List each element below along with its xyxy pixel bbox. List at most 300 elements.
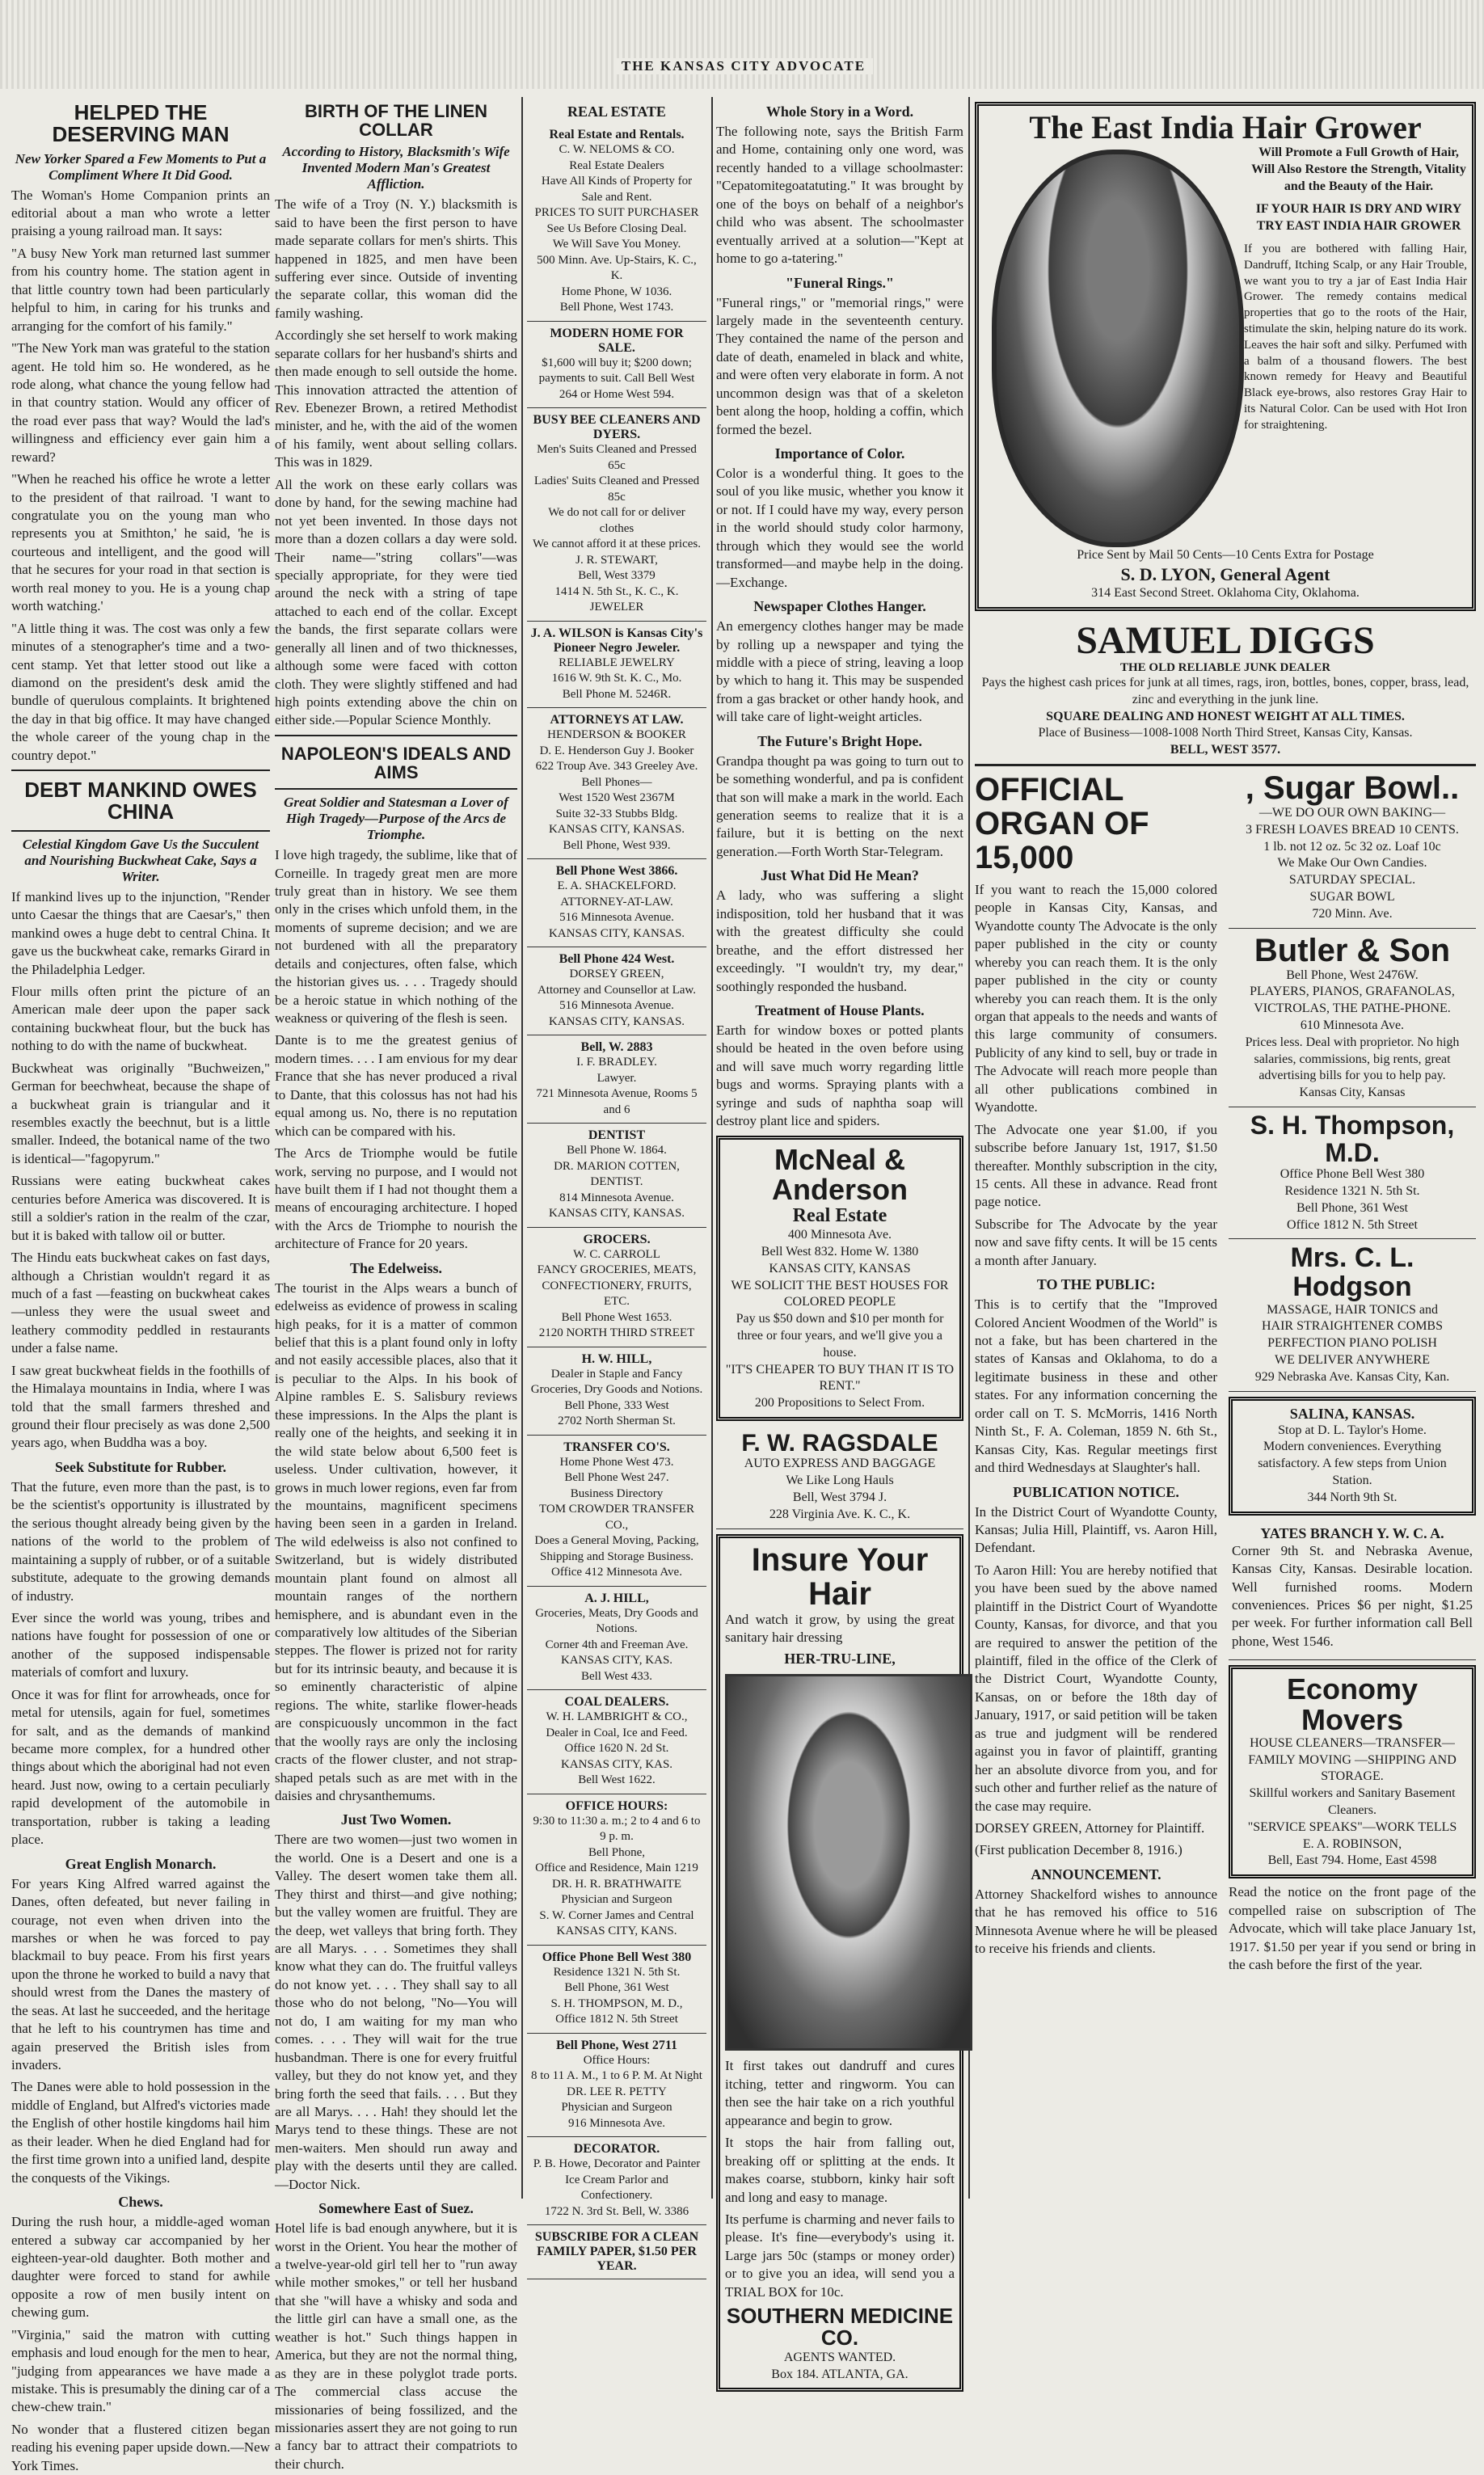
column-2 [275,97,517,2472]
ad-text: Will Promote a Full Growth of Hair, Will Also Restore the Strength, Vitality and the Beauty of the Hair. [1251,145,1466,193]
paragraph: The tourist in the Alps wears a bunch of edelweiss as evidence of prowess in scaling high peaks, for it is a matter of common belief that this is a plant found only in lofty and not easily accessible places, also that it is peculiar to the Alps. In his book of Alpine rambles E. S. Salisbury reviews these impressions. In the Alps the plant is really one of the heights, and seeking it in the wild state below about 6,500 feet is useless. Under cultivation, however, it grows in much lower regions, even far from the mountains, magnificent specimens having been seen in a garden in Ireland. The wild edelweiss is also not confined to Switzerland, but is widely distributed mountain plant found on almost all mountain ranges of the northern hemisphere, and is abundant even in the comparatively low altitudes of the Siberian steppes. The flower is prized not for rarity but for its intrinsic beauty, and because it is so eminently characteristic of alpine regions. The white, starlike flower-heads are conspicuously uncommon in the fact that the woolly rays are only the inclosing cracts of the flower cluster, and not strap-shaped petals such as are met with in the daisies and chrysanthemums. [275,1280,517,1803]
ad-text: IF YOUR HAIR IS DRY AND WIRY TRY EAST INDIA HAIR GROWER [1255,202,1462,234]
directory-listing [527,1035,706,1124]
listing-line: 721 Minnesota Avenue, Rooms 5 and 6 [536,1087,698,1116]
section-heading: REAL ESTATE [567,103,666,120]
woman-portrait-image [992,150,1244,547]
listing-line: ATTORNEYS AT LAW. [550,713,684,727]
listing-line: S. W. Corner James and Central [539,1908,694,1922]
company-address: Box 184. ATLANTA, GA. [771,2367,909,2381]
paragraph: That the future, even more than the past, is to be the scientist's opportunity is illustrated by the serious thought already being given by the nations of the world to the problem of maintaining a supply of rubber, or of a suitable substitute, adequate to the growing demands of industry. [11,1478,270,1604]
ad-lines [1232,805,1473,923]
ad-title: McNeal & Anderson [771,1142,908,1207]
listing-line: DORSEY GREEN, [569,968,664,980]
ad-lines [725,1227,955,1412]
ad-lines [1232,1302,1473,1386]
listing-line: MODERN HOME FOR SALE. [550,326,684,355]
ad-line: 720 Minn. Ave. [1312,906,1393,921]
article-title: Treatment of House Plants. [755,1001,925,1018]
ad-line: Kansas City, Kansas [1299,1086,1406,1100]
article-title: Just Two Women. [340,1811,452,1828]
paragraph: "Funeral rings," or "memorial rings," were largely made in the seventeenth century. They contained the name of the person and date of death, enameled in black and white, and were often very elaborate in form. A not uncommon design was that of a skeleton bent along the hoop, holding a coffin, which formed the bezel. [716,294,963,437]
paragraph: I love high tragedy, the sublime, like that of Corneille. In tragedy great men are more truly great than in history. We see them only in the crises which unfold them, in the moments of supreme decision; and we are not burdened with all the preparatory details and conjectures, often false, which the historian gives us. . . . Tragedy should be a heroic statue in which nothing of the weakness or quivering of the flesh is seen. [275,847,517,1026]
paragraph: If you want to reach the 15,000 colored people in Kansas City, Kansas, and Wyandotte county The Advocate is the only paper published in the city or county whereby you can reach them. It is the only paper published in the city or county whereby you can reach them. It is the only organ that appeals to the needs and wants of this large community of consumers. Publicity of any kind to sell, buy or trade in The Advocate will reach more people than all other publications combined in Wyandotte. [975,881,1217,1115]
paragraph: If mankind lives up to the injunction, "Render unto Caesar the things that are Caesar's," then mankind owes a huge debt to central China. It gave us the buckwheat cake, remarks Girard in the Philadelphia Ledger. [11,888,270,977]
paragraph: Dante is to me the greatest genius of modern times. . . . I am envious for my dear France that she has never produced a rival to Dante, that this colossus has not had his equal among us. No, there is no reputation which can be compared with his. [275,1032,517,1139]
agent-address: 314 East Second Street. Oklahoma City, Oklahoma. [1091,585,1360,600]
ad-line: PLAYERS, PIANOS, GRAFANOLAS, VICTROLAS, THE PATHE-PHONE. [1250,985,1455,1016]
listing-line: Bell Phone, West 1743. [559,301,674,314]
listing-line: Office 412 Minnesota Ave. [551,1566,682,1579]
ad-line: Office Phone Bell West 380 [1280,1167,1425,1182]
listing-line: Bell West 433. [580,1669,653,1683]
ad-line: SUGAR BOWL [1309,889,1395,904]
ad-text: Pays the highest cash prices for junk at all times, rags, iron, bottles, bones, copper, brass, lead, zinc and everything in the junk line. [981,675,1469,706]
paragraph: The Advocate one year $1.00, if you subscribe before January 1st, 1917, $1.50 thereafter. Monthly subscription in the city, 15 cents. All these in advance. Read front page notice. [975,1121,1217,1210]
paragraph: There are two women—just two women in the world. One is a Desert and one is a Valley. The desert women take them all. They thirst and thirst—and give nothing; but the valley women are fruitful. They are the deep, wet valleys that bring forth. They are all Marys. . . . Sometimes they shall know what they can do. The fruitful valleys do not know yet. . . . They shall say to all those who do not belong, "No—You will not do, I am waiting for my man who comes. . . . They will wait for the true husbandman. There is one for every fruitful valley, but they do not know yet, and they bring forth the seed that fails. . . . But they are all Marys. . . . Hah! they should let the Marys tend to these things. These are not men-waiters. Men should run away and play with the deserts until they are called.—Doctor Nick. [275,1832,517,2192]
directory-listing [527,1124,706,1228]
listing-line: KANSAS CITY, KAS. [560,1654,673,1667]
directory-listing [527,408,706,622]
directory-listing [527,1436,706,1587]
listing-line: SUBSCRIBE FOR A CLEAN FAMILY PAPER, $1.50 PER YEAR. [534,2230,699,2273]
listing-line: PRICES TO SUIT PURCHASER [534,206,699,219]
ragsdale-ad [716,1426,963,1529]
paragraph: A lady, who was suffering a slight indisposition, told her husband that it was with the greatest difficulty she could breathe, and the effort distressed her exceedingly. "I wouldn't try, my dear," soothingly responded the husband. [716,888,963,994]
paragraph: The Arcs de Triomphe would be futile work, serving no purpose, and I would not have built them if I had not thought them a means of encouraging architecture. I hoped with the Arcs de Triomphe to nourish the architecture of France for 20 years. [275,1145,517,1252]
article-title: DEBT MANKIND OWES CHINA [24,778,257,824]
business-directory [527,123,706,2279]
listing-line: Bell Phone, 361 West [564,1981,669,1994]
listing-line: W. C. CARROLL [573,1247,660,1261]
ad-title: Butler & Son [1254,932,1451,968]
ad-text: It stops the hair from falling out, breaking off or splitting at the ends. It makes coarse, stubborn, kinky hair soft and long and easy to manage. [725,2135,955,2205]
paragraph: An emergency clothes hanger may be made by rolling up a newspaper and tying the middle with a piece of string, leaving a loop by which to hang it. This may be suspended from a gas bracket or other handy hook, and will take care of light-weight articles. [716,618,963,725]
listing-line: Men's Suits Cleaned and Pressed 65c [537,443,697,472]
ad-line: Prices less. Deal with proprietor. No high salaries, commissions, big rents, great advertising bills for you to help pay. [1245,1035,1460,1083]
listing-line: Corner 4th and Freeman Ave. [545,1638,689,1651]
listing-line: DR. MARION COTTEN, [554,1159,680,1173]
ad-title: The East India Hair Grower [1029,109,1422,145]
article-title: HELPED THE DESERVING MAN [52,100,230,147]
paragraph: During the rush hour, a middle-aged woman entered a subway car accompanied by her eighteen-year-old daughter. Both mother and daughter were forced to stand for awhile opposite a row of men busily intent on chewing gum. [11,2214,270,2321]
listing-line: D. E. Henderson Guy J. Booker [539,744,694,757]
listing-line: West 1520 West 2367M [559,791,675,804]
listing-line: 516 Minnesota Avenue. [559,999,674,1012]
ad-title: SALINA, KANSAS. [1289,1405,1415,1422]
paragraph: In the District Court of Wyandotte County, Kansas; Julia Hill, Plaintiff, vs. Aaron Hill, Defendant. [975,1503,1217,1556]
column-rule [711,97,713,2199]
ad-line: Stop at D. L. Taylor's Home. [1278,1423,1427,1437]
paragraph: For years King Alfred warred against the Danes, often defeated, but never failing in courage, not even when driven into the marshes or when he was forced to pay blackmail to buy peace. From his first years upon the throne he worked to build a navy that should wrest from the Danes the mastery of the seas. At last he succeeded, and the heritage that he left to his countrymen has time and again preserved the British isles from invaders. [11,1875,270,2072]
listing-line: 1616 W. 9th St. K. C., Mo. [551,672,682,685]
listing-line: RELIABLE JEWELRY [559,656,675,669]
masthead [0,0,1484,89]
ad-line: We Like Long Hauls [786,1474,894,1488]
listing-line: Bell Phones— [581,775,652,789]
ad-line: PERFECTION PIANO POLISH [1267,1336,1437,1351]
column-5-left [975,766,1217,1978]
column-4 [716,97,963,2381]
paragraph: To Aaron Hill: You are hereby notified that you have been sued by the above named plaintiff in the District Court of Wyandotte County, Kansas, for divorce, and that you are required to answer the petition of the plaintiff, filed in the office of the Clerk of the District Court, Wyandotte County, Kansas, on or before the 18th day of January, 1917, or said petition will be taken as true and judgment will be rendered against you in favor of plaintiff, granting her an absolute divorce from you, and for such other and further relief as the nature of the case may require. [975,1562,1217,1814]
ad-line: 228 Virginia Ave. K. C., K. [769,1507,911,1521]
paragraph: Subscribe for The Advocate by the year now and save fifty cents. It will be 15 cents a month after January. [975,1216,1217,1268]
directory-listing [527,123,706,322]
ad-text: SQUARE DEALING AND HONEST WEIGHT AT ALL TIMES. [1046,709,1405,723]
listing-line: JEWELER [589,601,644,613]
ad-title: SAMUEL DIGGS [1076,618,1375,662]
listing-line: Ladies' Suits Cleaned and Pressed 85c [533,474,700,504]
listing-line: TRANSFER CO'S. [563,1440,670,1454]
ad-line: HOUSE CLEANERS—TRANSFER—FAMILY MOVING —SHIPPING AND STORAGE. [1248,1735,1457,1784]
column-3-directory [527,97,706,2273]
listing-line: COAL DEALERS. [564,1695,669,1709]
ad-line: AUTO EXPRESS AND BAGGAGE [744,1457,936,1471]
ad-text: Corner 9th St. and Nebraska Avenue, Kansas City, Kansas. Desirable location. Well furnished rooms. Modern conveniences. Prices $6 per night, $1.25 per week. For further information call Bell phone, West 1546. [1232,1542,1473,1649]
directory-listing [527,1946,706,2034]
listing-line: DR. H. R. BRATHWAITE [552,1877,681,1891]
listing-line: DENTIST. [590,1175,643,1188]
listing-line: ATTORNEY-AT-LAW. [560,895,673,909]
listing-line: Office 1620 N. 2d St. [564,1742,669,1755]
paragraph: I saw great buckwheat fields in the foothills of the Himalaya mountains in India, where I was told that the small farmers threshed and ground their flour precisely as was done 2,500 years ago, when Buddha was a boy. [11,1362,270,1451]
ad-line: 610 Minnesota Ave. [1300,1018,1405,1032]
paragraph: No wonder that a flustered citizen began reading his evening paper upside down.—New York Times. [11,2421,270,2473]
listing-line: P. B. Howe, Decorator and Painter [533,2157,701,2170]
directory-listing [527,1228,706,1347]
listing-line: Dealer in Staple and Fancy Groceries, Dry Goods and Notions. [530,1367,703,1396]
listing-line: DR. LEE R. PETTY [567,2085,667,2098]
ad-phone: BELL, WEST 3577. [1170,743,1281,757]
mcneal-anderson-ad [716,1136,963,1421]
paragraph: The Woman's Home Companion prints an editorial about a man who wrote a letter praising a young railroad man. It says: [11,187,270,239]
ad-line: WE DELIVER ANYWHERE [1275,1353,1430,1368]
listing-line: Bell, W. 2883 [580,1040,653,1054]
listing-line: Office 1812 N. 5th Street [555,2013,678,2026]
article-title: Importance of Color. [774,445,905,462]
ad-lines [1237,1423,1467,1507]
listing-line: Bell Phone, West 939. [563,838,671,852]
ad-line: Bell Phone, West 2476W. [1286,968,1419,982]
article-title: Great English Monarch. [65,1855,217,1872]
listing-line: Suite 32-33 Stubbs Bldg. [555,807,678,820]
listing-line: Physician and Surgeon [561,1893,672,1906]
article-subtitle: Great Soldier and Statesman a Lover of High Tragedy—Purpose of the Arcs de Triomphe. [284,795,508,843]
ad-line: Bell, West 3794 J. [792,1490,887,1505]
company-name: SOUTHERN MEDICINE CO. [726,2304,954,2351]
listing-line: Have All Kinds of Property for Sale and Rent. [541,175,693,204]
listing-line: Residence 1321 N. 5th St. [553,1965,681,1979]
directory-listing [527,1690,706,1794]
directory-listing [527,2034,706,2138]
listing-line: Business Directory [570,1486,664,1500]
article-title: BIRTH OF THE LINEN COLLAR [304,101,488,141]
listing-line: BUSY BEE CLEANERS AND DYERS. [533,413,701,441]
ad-title: Mrs. C. L. Hodgson [1290,1242,1414,1302]
listing-line: Groceries, Meats, Dry Goods and Notions. [535,1606,698,1635]
ad-line: E. A. ROBINSON, [1302,1836,1402,1851]
ad-title: YATES BRANCH Y. W. C. A. [1260,1524,1444,1541]
woman-portrait-image [725,1674,972,2051]
article-title: Just What Did He Mean? [761,867,919,884]
listing-line: J. A. WILSON is Kansas City's Pioneer Negro Jeweler. [530,626,703,655]
thompson-ad [1229,1107,1476,1239]
paragraph: Buckwheat was originally "Buchweizen," German for beechwheat, because the shape of a buckwheat grain is triangular and it resembles exactly the beechnut, but is a little smaller. Indeed, the botanical name of the two is identical—"fagopyrum." [11,1060,270,1166]
notice-signature: DORSEY GREEN, Attorney for Plaintiff. [975,1819,1205,1836]
listing-line: Physician and Surgeon [561,2101,672,2114]
paragraph: Russians were eating buckwheat cakes centuries before America was discovered. It is still a soldier's ration in the realm of the czar, but it is baked with tallow oil or butter. [11,1173,270,1243]
ad-text: Place of Business—1008-1008 North Third Street, Kansas City, Kansas. [1038,726,1413,740]
paragraph: "A busy New York man returned last summer from his country home. The station agent in that little country town had been particularly helpful to him, in caring for his trunks and arranging for the comfort of his family." [11,245,270,334]
listing-line: Lawyer. [597,1071,637,1085]
listing-line: DENTIST [588,1128,646,1142]
article-title: NAPOLEON'S IDEALS AND AIMS [280,743,512,782]
paragraph: Attorney Shackelford wishes to announce that he has removed his office to 516 Minnesota Avenue where he will be pleased to receive his friends and clients. [975,1886,1217,1957]
listing-line: J. R. STEWART, [575,553,658,567]
listing-line: 8 to 11 A. M., 1 to 6 P. M. At Night [531,2069,702,2082]
listing-line: Bell Phone, 333 West [564,1398,669,1412]
paragraph: Hotel life is bad enough anywhere, but it is worst in the Orient. You hear the mother of a twelve-year-old girl tell her to "run away while mother smokes," or tell her husband that she "will have a whisky and soda and the little girl can have a small one, as the weather is hot." Such things happen in America, but they are not the normal thing, as they are in these polyglot trade ports. The commercial class accuse the missionaries of being fossilized, and the missionaries assert they are not going to run a fancy bar to attract their compatriots to their church. [275,2220,517,2472]
listing-line: 2702 North Sherman St. [558,1415,676,1427]
product-name: HER-TRU-LINE, [784,1651,896,1668]
listing-line: Bell, West 3379 [578,569,656,582]
ad-text: If you are bothered with falling Hair, Dandruff, Itching Scalp, or any Hair Trouble, we want you to try a jar of East India Hair Grower. The remedy contains medical properties that go to the roots of the Hair, stimulate the skin, helping nature do its work. Leaves the hair soft and silky. Perfumed with a balm of a thousand flowers. The best known remedy for Heavy and Beautiful Black eye-brows, also restores Gray Hair to its Natural Color. Can be used with Hot Iron for straightening. [1244,242,1467,432]
listing-line: 9:30 to 11:30 a. m.; 2 to 4 and 6 to 9 p. m. [533,1814,701,1843]
ad-line: Skillful workers and Sanitary Basement Cleaners. [1249,1786,1456,1818]
paragraph: The wife of a Troy (N. Y.) blacksmith is said to have been the first person to have made separate collars for men's shirts. This happened in 1825, and men have been suffering ever since. Outside of inventing the separate collar, this woman did the family washing. [275,196,517,321]
ad-text: Its perfume is charming and never fails to please. It's fine—everybody's using it. Large jars 50c (stamps or money order) or to give you an idea, will send you a TRIAL BOX for 10c. [725,2211,955,2300]
listing-line: Bell Phone, West 2711 [556,2038,677,2052]
column-1 [11,97,270,2473]
official-organ-title: OFFICIAL ORGAN OF 15,000 [975,771,1149,875]
paragraph: "A little thing it was. The cost was only a few minutes of a stenographer's time and a two-cent stamp. Yet that letter stood out like a diamond on the president's desk amid the bundle of querulous complaints. It brightened the day in that big office. It may have changed the whole career of the young chap in the country depot." [11,620,270,763]
listing-line: KANSAS CITY, KANSAS. [548,926,685,940]
article-subtitle: New Yorker Spared a Few Moments to Put a Compliment Where It Did Good. [15,150,267,183]
listing-line: 814 Minnesota Avenue. [559,1191,674,1204]
directory-listing [527,708,706,859]
article-subtitle: According to History, Blacksmith's Wife Invented Modern Man's Greatest Affliction. [282,144,510,192]
article-title: TO THE PUBLIC: [1036,1276,1156,1293]
listing-line: Bell West 1622. [578,1773,656,1786]
listing-line: OFFICE HOURS: [565,1798,668,1813]
listing-line: E. A. SHACKELFORD. [557,879,677,892]
ad-lines [719,1456,960,1523]
directory-listing [527,947,706,1035]
paragraph: "When he reached his office he wrote a letter to the president of that railroad. 'I want to congratulate you on the young man who represents you at Smithton,' he said, 'he is courteous and intelligent, and the good will that he secures for your road in that section is worth real money to you. He is a young chap worth watching.' [11,471,270,614]
listing-line: S. H. THOMPSON, M. D., [550,1996,683,2010]
listing-line: TOM CROWDER TRANSFER CO., [539,1503,694,1532]
article-title: "Funeral Rings." [786,274,894,291]
directory-listing [527,859,706,947]
listing-line: A. J. HILL, [584,1591,649,1605]
listing-line: I. F. BRADLEY. [576,1056,657,1069]
paragraph: All the work on these early collars was done by hand, for the sewing machine had not yet been invented. In those days not more than a dozen collars a day were sold. Their name—"string collars"—was specially appropriate, for they were tied around the neck with a string of tape attached to each end of the collar. Except the bands, the first separate collars were generally all linen and of two thicknesses, although some were faced with cotton cloth. They were slightly stiffened and had high points extending above the chin on either side.—Popular Science Monthly. [275,476,517,728]
paragraph: Color is a wonderful thing. It goes to the soul of you like music, whether you know it or not. If I could have my way, every person in the world should study color harmony, through which they would see the world transformed—and maybe help in the doing.—Exchange. [716,466,963,590]
listing-line: W. H. LAMBRIGHT & CO., [546,1710,688,1723]
ad-line: Modern conveniences. Everything satisfactory. A few steps from Union Station. [1258,1440,1447,1488]
column-rule [521,97,523,2199]
ywca-ad [1229,1520,1476,1661]
front-page-notice: Read the notice on the front page of the compelled raise on subscription of The Advocate, which will take place January 1st, 1917. $1.50 per year if you send or bring in the cash before the first of the year. [1229,1884,1476,1972]
samuel-diggs-ad [975,616,1476,766]
directory-listing [527,1347,706,1436]
article-title: The Edelweiss. [349,1259,442,1276]
ad-line: 344 North 9th St. [1307,1490,1398,1504]
ad-line: SATURDAY SPECIAL. [1288,873,1416,888]
listing-line: We do not call for or deliver clothes [548,506,685,535]
listing-line: 500 Minn. Ave. Up-Stairs, K. C., K. [537,253,697,282]
paragraph: Once it was for flint for arrowheads, once for metal for utensils, again for fuel, sometimes for salt, and as the demands of mankind became more complex, for a hundred other things about which the aboriginal had not even heard. Just now, owing to a certain peculiarly rapid development of the automobile in transportation, rubber is taking a leading place. [11,1686,270,1848]
listing-line: HENDERSON & BOOKER [547,728,686,741]
directory-listing [527,1587,706,1691]
article-title: Somewhere East of Suez. [318,2200,474,2217]
listing-line: 1722 N. 3rd St. Bell, W. 3386 [544,2204,689,2218]
paragraph: Flour mills often print the picture of an American male deer upon the paper sack containing buckwheat flour, but the buck has nothing to do with the name of buckwheat. [11,983,270,1054]
ad-subtitle: THE OLD RELIABLE JUNK DEALER [1119,660,1331,674]
listing-line: H. W. HILL, [581,1351,652,1366]
economy-movers-ad [1229,1665,1476,1878]
ad-line: 3 FRESH LOAVES BREAD 10 CENTS. [1246,822,1459,837]
listing-line: 916 Minnesota Ave. [567,2116,666,2130]
ad-title: Economy Movers [1286,1672,1419,1737]
ad-line: We Make Our Own Candies. [1277,856,1427,871]
insure-hair-ad [716,1534,963,2393]
listing-line: Bell Phone West 3866. [555,864,678,878]
ad-title: Insure Your Hair [751,1541,929,1612]
hodgson-ad [1229,1239,1476,1391]
salina-ad [1229,1397,1476,1516]
directory-listing [527,2137,706,2225]
listing-line: We cannot afford it at these prices. [532,538,701,550]
ad-line: Residence 1321 N. 5th St. [1284,1183,1420,1198]
newspaper-title: THE KANSAS CITY ADVOCATE [614,58,873,74]
ad-line: Bell, East 794. Home, East 4598 [1267,1853,1437,1868]
paragraph: "The New York man was grateful to the station agent. He told him so. He wondered, as he rode along, what chance the young fellow had in that country station. Would any officer of the road ever pass that way? Would the lad's willingness and efficiency ever gain him a reward? [11,340,270,465]
ad-line: Office 1812 N. 5th Street [1287,1217,1418,1232]
listing-line: Bell Phone West 247. [564,1471,669,1484]
listing-line: 516 Minnesota Avenue. [559,911,674,924]
listing-line: 622 Troup Ave. 343 Greeley Ave. [535,760,698,773]
ad-text: And watch it grow, by using the great sanitary hair dressing [725,1611,955,1646]
listing-line: Bell Phone M. 5246R. [562,687,672,701]
ad-line: HAIR STRAIGHTENER COMBS [1261,1319,1443,1334]
listing-line: 2120 NORTH THIRD STREET [538,1326,695,1339]
listing-line: C. W. NELOMS & CO. [559,143,675,156]
directory-listing [527,1794,706,1946]
column-5-right [1229,766,1476,1978]
listing-line: $1,600 will buy it; $200 down; payments to suit. Call Bell West 264 or Home West 594. [538,356,695,401]
ad-line: —WE DO OUR OWN BAKING— [1258,805,1446,820]
listing-line: See Us Before Closing Deal. [546,221,687,235]
listing-line: KANSAS CITY, KANSAS. [548,823,685,836]
paragraph: Grandpa thought pa was going to turn out to be something wonderful, and pa is confident that son will make a mark in the world. Each generation seems to realize that it is a failure, but it is betting on the next generation.—Forth Worth Star-Telegram. [716,753,963,859]
paragraph: Ever since the world was young, tribes and nations have fought for possession of one or another of the supposed indispensable materials of comfort and luxury. [11,1609,270,1680]
ad-line: 929 Nebraska Ave. Kansas City, Kan. [1254,1369,1450,1384]
listing-line: KANSAS CITY, KAS. [560,1757,673,1771]
ad-line: 200 Propositions to Select From. [754,1396,925,1410]
ad-line: MASSAGE, HAIR TONICS and [1267,1302,1438,1317]
paragraph: The Hindu eats buckwheat cakes on fast days, although a Christian wouldn't regard it as much of a fast —feasting on buckwheat cakes—unless they were the usual sweet and leathery commodity peddled in restaurants under a false name. [11,1250,270,1356]
ad-line: "IT'S CHEAPER TO BUY THAN IT IS TO RENT." [725,1362,955,1394]
listing-line: 1414 N. 5th St., K. C., K. [554,584,679,598]
ad-line: Bell Phone, 361 West [1296,1200,1408,1215]
listing-line: Office Hours: [583,2053,651,2067]
article-title: ANNOUNCEMENT. [1031,1866,1161,1883]
directory-listing [527,322,706,409]
ad-title: F. W. RAGSDALE [741,1429,938,1457]
listing-line: Office Phone Bell West 380 [542,1950,692,1964]
directory-listing [527,2225,706,2279]
listing-line: Attorney and Counsellor at Law. [537,983,697,997]
listing-line: Bell Phone 424 West. [559,952,675,966]
paragraph: Earth for window boxes or potted plants should be heated in the oven before using and will save much worry regarding little bugs and worms. Spraying plants with a syringe and suds of naphtha soap will destroy plant lice and spiders. [716,1022,963,1129]
listing-line: Bell Phone, [588,1845,645,1859]
ad-lines [1232,968,1473,1102]
ad-line: "SERVICE SPEAKS"—WORK TELLS [1247,1819,1457,1834]
ad-lines [1232,1166,1473,1233]
article-title: PUBLICATION NOTICE. [1013,1483,1179,1500]
listing-line: DECORATOR. [573,2142,660,2156]
article-title: Newspaper Clothes Hanger. [753,598,926,615]
listing-line: KANSAS CITY, KANSAS. [548,1014,685,1028]
ad-line: 1 lb. not 12 oz. 5c 32 oz. Loaf 10c [1263,839,1441,854]
listing-line: Real Estate and Rentals. [549,128,685,141]
directory-listing [527,622,706,709]
ad-price: Price Sent by Mail 50 Cents—10 Cents Extra for Postage [1077,548,1374,562]
listing-line: Office and Residence, Main 1219 [535,1862,698,1874]
article-title: Seek Substitute for Rubber. [54,1458,227,1475]
paragraph: The Danes were able to hold possession in the middle of England, but Alfred's victories made the English of other hostile kingdoms hail him as their leader. When he died England had for the first time grown into a unified land, despite the conquests of the Vikings. [11,2079,270,2186]
listing-line: Dealer in Coal, Ice and Feed. [546,1726,688,1739]
column-5 [975,97,1476,2207]
paragraph: "Virginia," said the matron with cutting emphasis and loud enough for the men to hear, "judging from appearances we have made a mistake. This is presumably the dining car of a chew-chew train." [11,2326,270,2415]
listing-line: KANSAS CITY, KANS. [556,1925,677,1937]
ad-line: Bell West 832. Home W. 1380 [761,1244,919,1259]
notice-first-publication: (First publication December 8, 1916.) [975,1842,1183,1858]
paragraph: This is to certify that the "Improved Colored Ancient Woodmen of the World" is not a fake, but has been chartered in the states of Kansas and Oklahoma, to do a legitimate business in these and other states. For any information concerning the order call on T. S. McMorris, 1416 North Ninth St., F. A. Coleman, 1859 N. 6th St., Kansas City, Kas. Regular meetings first and third Wednesdays at Slaughter's hall. [975,1297,1217,1476]
listing-line: We Will Save You Money. [552,238,681,251]
listing-line: Bell Phone West 1653. [561,1310,672,1324]
paragraph: Accordingly she set herself to work making separate collars for her husband's shirts and then made enough to sell outside the home. This innovation attracted the attention of Rev. Ebenezer Brown, a retired Methodist minister, and he, with the aid of the women of his family, went about selling collars. This was in 1829. [275,327,517,470]
article-title: Chews. [118,2194,163,2211]
ad-line: WE SOLICIT THE BEST HOUSES FOR COLORED PEOPLE [731,1278,949,1309]
article-title: Whole Story in a Word. [765,103,914,120]
listing-line: Bell Phone W. 1864. [567,1144,667,1157]
listing-line: KANSAS CITY, KANSAS. [548,1207,685,1220]
ad-line: 400 Minnesota Ave. [787,1228,892,1242]
listing-line: Home Phone, W 1036. [561,285,672,298]
paragraph: The following note, says the British Farm and Home, containing only one word, was recently handed to a village schoolmaster: "Cepatomitegoatatuting." It was brought by one of the boys on behalf of a neighbor's child who was absent. The schoolmaster eventually arrived at a solution—"Kept at home to go a-tatering." [716,124,963,267]
listing-line: Does a General Moving, Packing, Shipping and Storage Business. [534,1534,699,1563]
butler-son-ad [1229,929,1476,1107]
ad-title: S. H. Thompson, M.D. [1250,1110,1455,1167]
listing-line: FANCY GROCERIES, MEATS, CONFECTIONERY, FRUITS, ETC. [537,1263,697,1308]
listing-line: Ice Cream Parlor and Confectionery. [565,2173,668,2202]
ad-lines [1237,1735,1467,1870]
listing-line: Real Estate Dealers [569,158,664,172]
ad-title: , Sugar Bowl.. [1245,769,1460,806]
ad-line: KANSAS CITY, KANSAS [769,1261,911,1275]
ad-text: It first takes out dandruff and cures itching, tetter and ringworm. You can then see the hair take on a rich youthful appearance and begin to grow. [725,2058,955,2128]
agents-wanted: AGENTS WANTED. [783,2350,896,2364]
east-india-hair-grower-ad [975,102,1476,611]
listing-line: Home Phone West 473. [559,1455,674,1469]
article-subtitle: Celestial Kingdom Gave Us the Succulent and Nourishing Buckwheat Cake, Says a Writer. [22,836,259,884]
article-title: The Future's Bright Hope. [757,732,922,749]
listing-line: GROCERS. [583,1232,651,1246]
agent-name: S. D. LYON, General Agent [1120,563,1330,584]
sugar-bowl-ad [1229,766,1476,929]
